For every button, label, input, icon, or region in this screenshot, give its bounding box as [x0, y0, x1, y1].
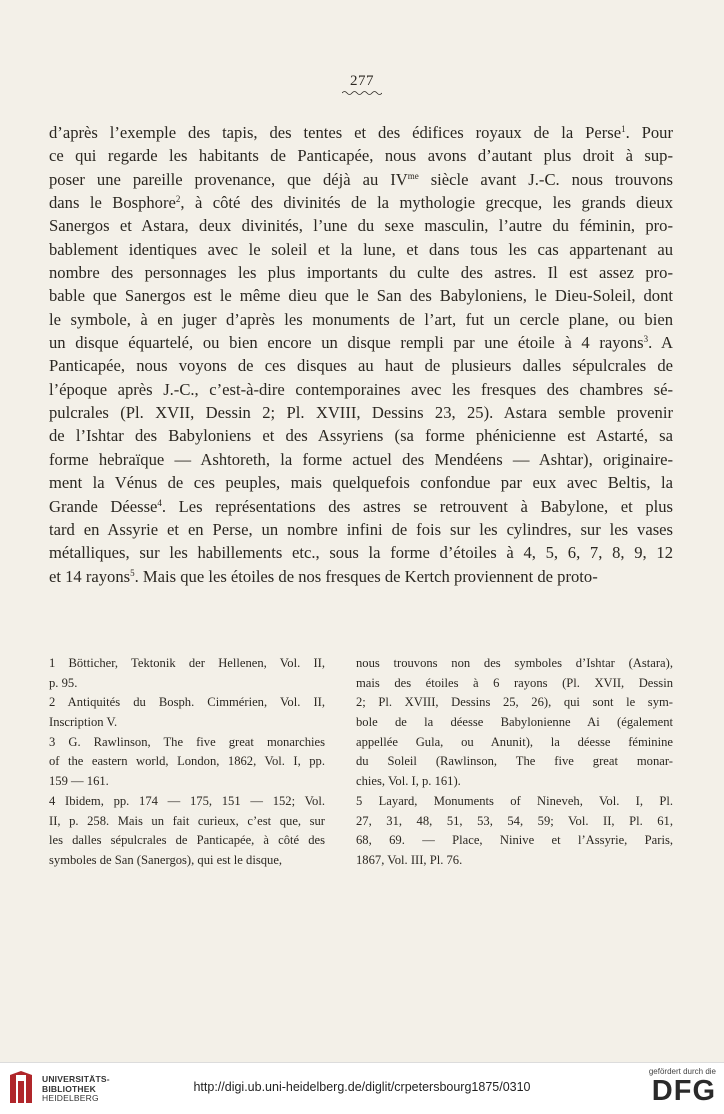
body-line: bable que Sanergos est le même dieu que le San des Babyloniens, le Dieu-Soleil, dont [49, 286, 673, 306]
footnote-line: 5 Layard, Monuments of Nineveh, Vol. I, Pl. [356, 793, 673, 808]
footnote-line: nous trouvons non des symboles d’Ishtar (Astara), [356, 656, 673, 670]
footnote-line: 4 Ibidem, pp. 174 — 175, 151 — 152; Vol. [49, 793, 325, 808]
body-line: tard en Assyrie et en Perse, un nombre infini de fois sur les cylindres, sur les vases [49, 519, 673, 539]
footnote-line: appellée Gula, ou Anunit), la déesse féminine [356, 734, 673, 749]
library-name-line3: HEIDELBERG [42, 1093, 99, 1103]
footnote-line: 3 G. Rawlinson, The five great monarchies [49, 734, 325, 749]
body-line: Grande Déesse$^4$. Les représentations des astres se retrouvent à Babylone, et plus [49, 496, 673, 516]
body-line: nombre des personnages les plus importants du culte des astres. Il est assez pro- [49, 263, 673, 283]
footnote-line: 27, 31, 48, 51, 53, 54, 59; Vol. II, Pl. 61, [356, 813, 673, 828]
footnotes-right-column [356, 654, 673, 871]
footnote-line: du Soleil (Rawlinson, The five great monar- [356, 754, 673, 769]
footnote-line: p. 95. [49, 675, 78, 690]
body-line: pulcrales (Pl. XVII, Dessin 2; Pl. XVIII, Dessins 23, 25). Astara semble provenir [49, 403, 673, 423]
ornament-squiggle-icon [342, 90, 382, 96]
footer-bar [0, 1062, 724, 1114]
footnote-line: 2 Antiquités du Bosph. Cimmérien, Vol. II, [49, 695, 325, 710]
body-line: Sanergos et Astara, deux divinités, l’une du sexe masculin, l’autre du féminin, pro- [49, 216, 673, 236]
body-line: ment la Vénus de ces peuples, mais quelquefois confondue par eux avec Beltis, la [49, 473, 673, 493]
body-line: l’époque après J.-C., c’est-à-dire contemporaines avec les fresques des chambres sé- [49, 379, 673, 399]
footnote-line: of the eastern world, London, 1862, Vol. I, pp. [49, 754, 325, 769]
page-number [0, 73, 724, 96]
body-line: forme hebraïque — Ashtoreth, la forme actuel des Mendéens — Ashtar), originaire- [49, 449, 673, 469]
footnote-line: 68, 69. — Place, Ninive et l’Assyrie, Paris, [356, 833, 673, 848]
footnote-line: Inscription V. [49, 715, 118, 730]
body-line: un disque équartelé, ou bien encore un disque rempli par une étoile à 4 rayons$^3$. A [49, 333, 673, 353]
footnote-line: symboles de San (Sanergos), qui est le disque, [49, 852, 283, 867]
footnote-line: 1 Bötticher, Tektonik der Hellenen, Vol. II, [49, 656, 325, 670]
permalink-url[interactable]: http://digi.ub.uni-heidelberg.de/diglit/crpetersbourg1875/0310 [193, 1080, 531, 1094]
body-line: de l’Ishtar des Babyloniens et des Assyriens (sa forme phénicienne est Astarté, sa [49, 426, 673, 446]
body-line: poser une pareille provenance, que déjà au $IV^{me}$ siècle avant J.-C. nous trouvons [49, 169, 673, 189]
footnotes-left-column [49, 654, 325, 871]
footnote-line: 1867, Vol. III, Pl. 76. [356, 852, 463, 867]
body-line: d’après l’exemple des tapis, des tentes et des édifices royaux de la Perse$^1$. Pour [49, 123, 673, 142]
footnote-line: bole de la déesse Babylonienne Ai (également [356, 715, 673, 730]
funding-caption: gefördert durch die [648, 1067, 716, 1076]
body-text [49, 121, 673, 588]
body-line: le symbole, à en juger d’après les monuments de l’art, fut un cercle plane, ou bien [49, 309, 673, 329]
library-name-line2: BIBLIOTHEK [42, 1083, 96, 1094]
body-line: dans le Bosphore$^2$, à côté des divinités de la mythologie grecque, les grands dieux [49, 193, 674, 213]
body-line: ce qui regarde les habitants de Panticapée, nous avons d’autant plus droit à sup- [49, 146, 673, 166]
footnote-line: les dalles sépulcrales de Panticapée, à côté des [49, 833, 325, 848]
footnote-line: chies, Vol. I, p. 161). [356, 774, 461, 789]
footnote-line: 159 — 161. [49, 774, 109, 789]
body-line: bablement identiques avec le soleil et la lune, et dans tous les cas appartenant au [49, 239, 673, 259]
dfg-funding [626, 1067, 716, 1111]
body-line: et 14 rayons$^5$. Mais que les étoiles de nos fresques de Kertch proviennent de proto- [49, 566, 598, 586]
body-line: métalliques, sur les habillements etc., sous la forme d’étoiles à 4, 5, 6, 7, 8, 9, 12 [49, 543, 673, 563]
dfg-logo: DFG [651, 1075, 716, 1107]
footnote-line: mais des étoiles à 6 rayons (Pl. XVII, Dessin [356, 675, 673, 690]
footnote-line: II, p. 258. Mais un fait curieux, c’est que, sur [49, 813, 325, 828]
footnote-line: 2; Pl. XVIII, Dessins 25, 26), qui sont le sym- [356, 695, 673, 710]
library-name-line1: UNIVERSITÄTS- [42, 1074, 110, 1084]
page-number-text: 277 [350, 73, 374, 89]
body-line: Panticapée, nous voyons de ces disques au haut de plusieurs dalles sépulcrales de [49, 356, 673, 376]
